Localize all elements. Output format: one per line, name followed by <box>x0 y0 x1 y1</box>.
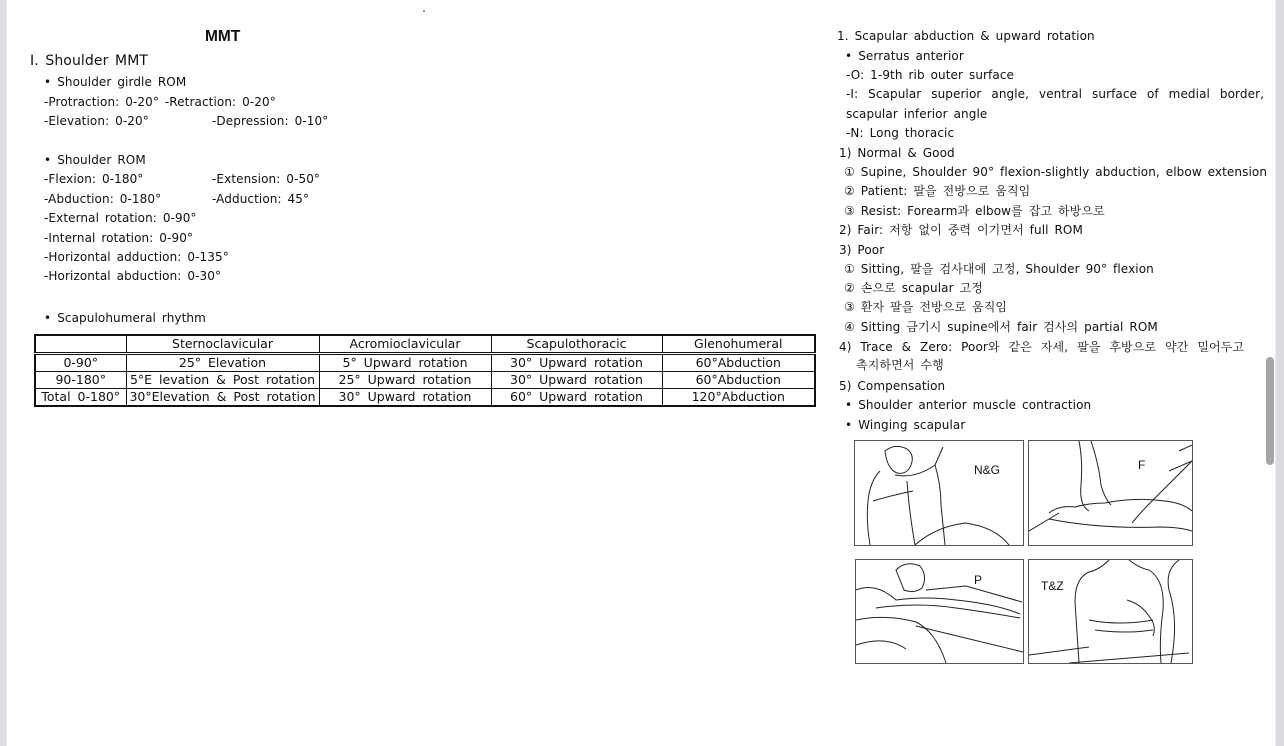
table-header-row <box>35 335 815 354</box>
shoulder-rom-line: -Horizontal abduction: 0-30° <box>44 269 222 283</box>
figure-poor <box>855 559 1024 664</box>
shoulder-rom-heading: • Shoulder ROM <box>44 152 146 168</box>
table-cell: 60° Upward rotation <box>491 389 662 407</box>
therapist-testing-illustration-icon <box>855 441 1023 545</box>
table-cell: 30° Upward rotation <box>491 354 662 372</box>
scapulohumeral-rhythm-table <box>34 334 816 407</box>
sitting-arm-forward-illustration-icon <box>856 560 1023 663</box>
grade-step: ③ Resist: Forearm과 elbow를 잡고 하방으로 <box>844 204 1105 218</box>
table-cell: 90-180° <box>35 372 126 389</box>
grade-step: ② Patient: 팔을 전방으로 움직임 <box>844 184 1031 198</box>
muscle-section-heading: 1. Scapular abduction & upward rotation <box>837 29 1095 43</box>
palpation-back-illustration-icon <box>1029 560 1192 663</box>
table-header-cell: Acromioclavicular <box>319 335 491 354</box>
grade-step: ④ Sitting 금기시 supine에서 fair 검사의 partial ROM <box>844 320 1158 334</box>
table-row <box>35 389 815 407</box>
grade-fair: 2) Fair: 저항 없이 중력 이기면서 full ROM <box>839 223 1083 237</box>
compensation-item: • Shoulder anterior muscle contraction <box>845 397 1091 413</box>
figure-fair <box>1028 440 1193 546</box>
figure-label: F <box>1138 458 1146 472</box>
shoulder-rom-line: -Horizontal adduction: 0-135° <box>44 250 229 264</box>
table-cell: 30°Elevation & Post rotation <box>126 389 319 407</box>
grade-step: ② 손으로 scapular 고정 <box>844 281 983 295</box>
page-speck <box>423 10 425 12</box>
grade-step: ① Sitting, 팔을 검사대에 고정, Shoulder 90° flexion <box>844 262 1154 276</box>
girdle-rom-heading: • Shoulder girdle ROM <box>44 74 186 90</box>
table-cell: 30° Upward rotation <box>319 389 491 407</box>
compensation-item: • Winging scapular <box>845 417 965 433</box>
grade-normal-good: 1) Normal & Good <box>839 146 955 160</box>
table-cell: 60°Abduction <box>662 372 815 389</box>
grade-step: ① Supine, Shoulder 90° flexion-slightly abduction, elbow extension <box>844 165 1268 179</box>
table-row <box>35 354 815 372</box>
girdle-rom-line: -Depression: 0-10° <box>212 114 329 128</box>
table-cell: 5° Upward rotation <box>319 354 491 372</box>
section-heading: I. Shoulder MMT <box>30 53 149 69</box>
shoulder-rom-line: -Flexion: 0-180° <box>44 172 144 186</box>
table-row <box>35 372 815 389</box>
rhythm-heading: • Scapulohumeral rhythm <box>44 310 206 326</box>
table-cell: 120°Abduction <box>662 389 815 407</box>
table-header-cell: Sternoclavicular <box>126 335 319 354</box>
muscle-nerve: -N: Long thoracic <box>846 126 955 140</box>
table-cell: 30° Upward rotation <box>491 372 662 389</box>
table-cell: 60°Abduction <box>662 354 815 372</box>
figure-normal-good <box>854 440 1024 546</box>
viewer-left-edge <box>0 0 7 746</box>
grade-step: ③ 환자 팔을 전방으로 움직임 <box>844 300 1008 314</box>
muscle-origin: -O: 1-9th rib outer surface <box>846 68 1015 82</box>
table-cell: 25° Upward rotation <box>319 372 491 389</box>
table-header-cell: Scapulothoracic <box>491 335 662 354</box>
shoulder-rom-line: -External rotation: 0-90° <box>44 211 197 225</box>
muscle-insertion-cont: scapular inferior angle <box>846 107 988 121</box>
grade-trace-zero: 4) Trace & Zero: Poor와 같은 자세, 팔을 후방으로 약간 밀어두고 <box>839 340 1245 354</box>
muscle-name: • Serratus anterior <box>845 48 964 64</box>
girdle-rom-line: -Protraction: 0-20° -Retraction: 0-20° <box>44 95 276 109</box>
table-cell: 5°E levation & Post rotation <box>126 372 319 389</box>
shoulder-rom-line: -Adduction: 45° <box>212 192 310 206</box>
table-cell: Total 0-180° <box>35 389 126 407</box>
shoulder-rom-line: -Internal rotation: 0-90° <box>44 231 194 245</box>
figure-trace-zero <box>1028 559 1193 664</box>
figure-label: N&G <box>974 463 1001 477</box>
shoulder-rom-line: -Abduction: 0-180° <box>44 192 162 206</box>
viewer-right-edge <box>1275 0 1284 746</box>
supine-arm-raise-illustration-icon <box>1029 441 1192 545</box>
shoulder-rom-line: -Extension: 0-50° <box>212 172 321 186</box>
girdle-rom-line: -Elevation: 0-20° <box>44 114 149 128</box>
vertical-scrollbar-thumb[interactable] <box>1266 357 1274 465</box>
muscle-insertion: -I: Scapular superior angle, ventral surface of medial border, <box>846 87 1265 101</box>
figure-label: T&Z <box>1041 579 1064 593</box>
figure-label: P <box>974 573 983 587</box>
table-cell: 25° Elevation <box>126 354 319 372</box>
document-title: MMT <box>205 28 241 45</box>
table-header-cell: Glenohumeral <box>662 335 815 354</box>
table-header-cell <box>35 335 126 354</box>
grade-poor: 3) Poor <box>839 243 885 257</box>
table-cell: 0-90° <box>35 354 126 372</box>
grade-trace-zero-cont: 촉지하면서 수행 <box>856 358 944 372</box>
grade-compensation: 5) Compensation <box>839 379 946 393</box>
